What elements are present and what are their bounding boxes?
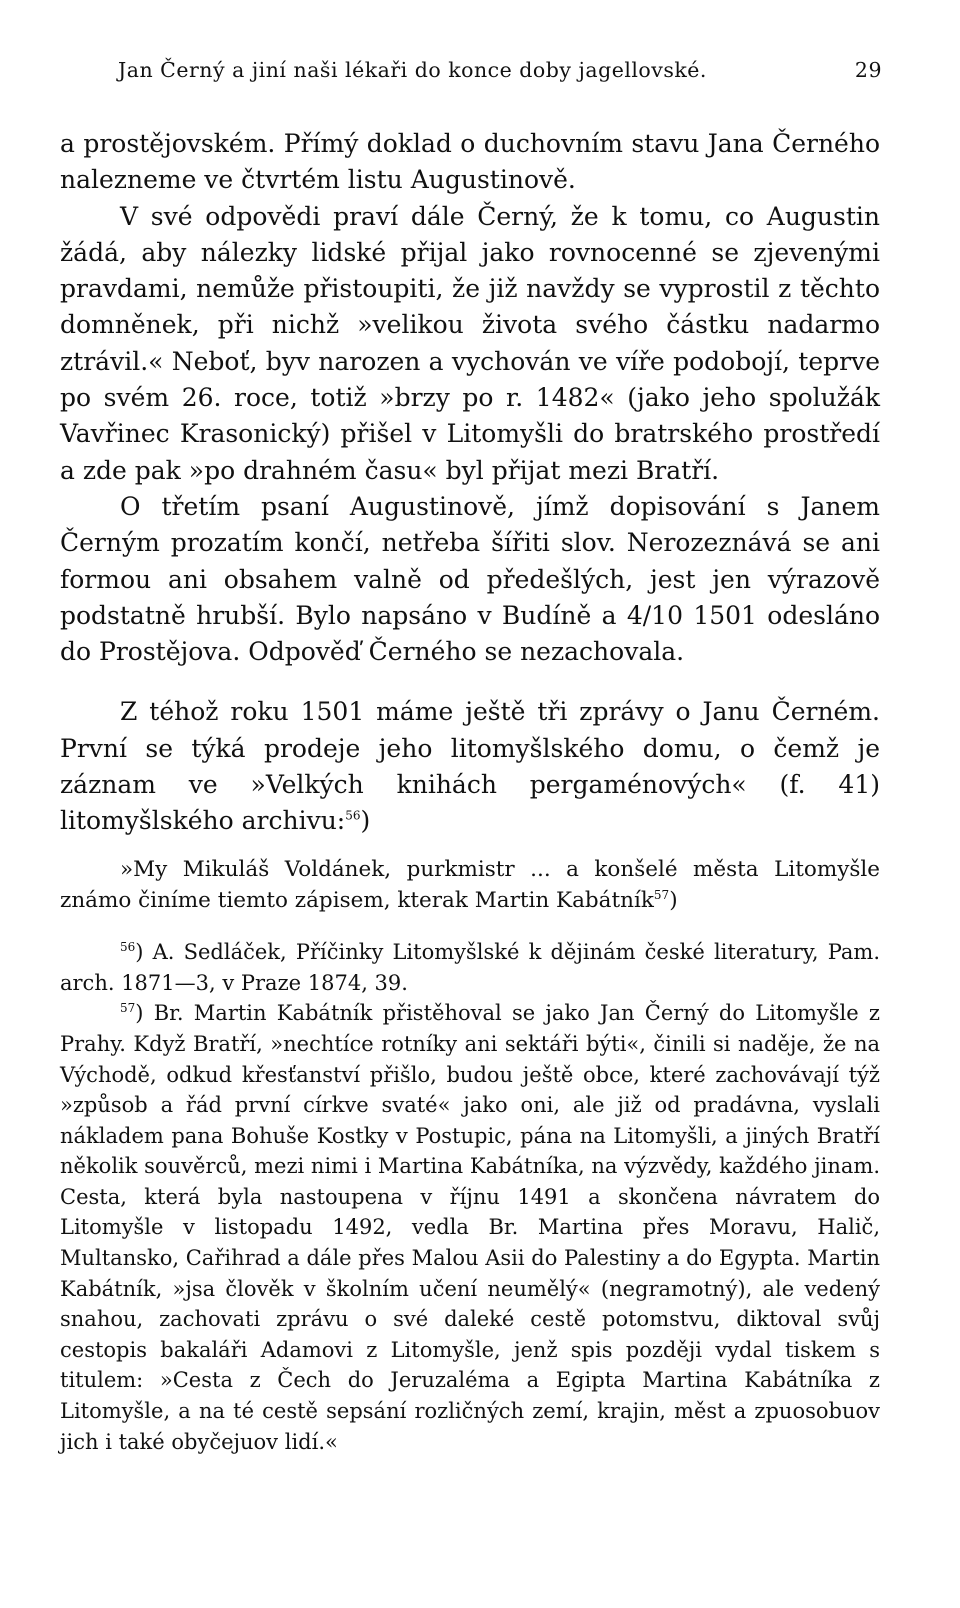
footnote-56 (60, 937, 880, 998)
footnote-ref-56: 56 (345, 809, 361, 824)
footnote-56-number: 56 (120, 940, 136, 955)
paragraph-2: V své odpovědi praví dále Černý, že k tomu, co Augustin žádá, aby nálezky lidské přijal jako rovnocenné se zjevenými pravdami, nemůže přistoupiti, že již navždy se vyprostil z těchto domněnek, při nichž »velikou života svého částku nadarmo ztrávil.« Neboť, byv narozen a vychován ve víře podobojí, teprve po svém 26. roce, totiž »brzy po r. 1482« (jako jeho spolužák Vavřinec Krasonický) přišel v Litomyšli do bratrského prostředí a zde pak »po drahném času« byl přijat mezi Bratří. (60, 201, 880, 485)
footnote-57-text: ) Br. Martin Kabátník přistěhoval se jako Jan Černý do Litomyšle z Prahy. Když Bratří, »nechtíce rotníky ani sektáři býti«, činili si naděje, že na Východě, odkud křesťanství přišlo, budou ještě obce, které zachovávají týž »způsob a řád první církve svaté« jako oni, ale již od pradávna, vyslali nákladem pana Bohuše Kostky v Postupic, pána na Litomyšli, a jiných Bratří několik souvěrců, mezi nimi i Martina Kabátníka, na výzvědy, každého jinam. Cesta, která byla nastoupena v říjnu 1491 a skončena návratem do Litomyšle v listopadu 1492, vedla Br. Martina přes Moravu, Halič, Multansko, Cařihrad a dále přes Malou Asii do Palestiny a do Egypta. Martin Kabátník, »jsa člověk v školním učení neumělý« (negramotný), ale vedený snahou, zachovati zprávu o své daleké cestě potomstvu, diktoval svůj cestopis bakaláři Adamovi z Litomyšle, jenž spis později vydal tiskem s titulem: »Cesta z Čech do Jeruzaléma a Egipta Martina Kabátníka z Litomyšle, a na té cestě sepsání rozličných zemí, krajin, měst a zpuosobuov jich i také obyčejuov lidí.« (60, 1001, 880, 1454)
quoted-record-close: ) (669, 887, 678, 913)
book-page (60, 58, 880, 1457)
paragraph-4-text: Z téhož roku 1501 máme ještě tři zprávy o Janu Černém. První se týká prodeje jeho litomyšlského domu, o čemž je záznam ve »Velkých knihách pergaménových« (f. 41) litomyšlského archivu: (60, 697, 880, 836)
footnote-56-text: ) A. Sedláček, Příčinky Litomyšlské k dějinám české literatury, Pam. arch. 1871—3, v Praze 1874, 39. (60, 940, 880, 995)
running-header (118, 58, 882, 112)
paragraph-1: a prostějovském. Přímý doklad o duchovním stavu Jana Černého nalezneme ve čtvrtém listu Augustinově. (60, 129, 880, 195)
page-number: 29 (854, 58, 882, 82)
paragraph-4 (60, 694, 880, 839)
paragraph-3: O třetím psaní Augustinově, jímž dopisování s Janem Černým prozatím končí, netřeba šířiti slov. Nerozeznává se ani formou ani obsahem valně od předešlých, jest jen výrazově podstatně hrubší. Bylo napsáno v Budíně a 4/10 1501 odesláno do Prostějova. Odpověď Černého se nezachovala. (60, 491, 880, 667)
quoted-record-text: »My Mikuláš Voldánek, purkmistr ... a konšelé města Litomyšle známo činíme tiemto zápisem, kterak Martin Kabátník (60, 856, 880, 913)
footnote-ref-57: 57 (653, 887, 670, 902)
paragraph-4-close: ) (360, 806, 371, 836)
footnote-57 (60, 998, 880, 1457)
footnotes (60, 937, 880, 1457)
running-title: Jan Černý a jiní naši lékaři do konce doby jagellovské. (118, 58, 707, 82)
footnote-57-number: 57 (120, 1001, 136, 1016)
main-text (60, 126, 880, 840)
quoted-record (60, 854, 880, 916)
